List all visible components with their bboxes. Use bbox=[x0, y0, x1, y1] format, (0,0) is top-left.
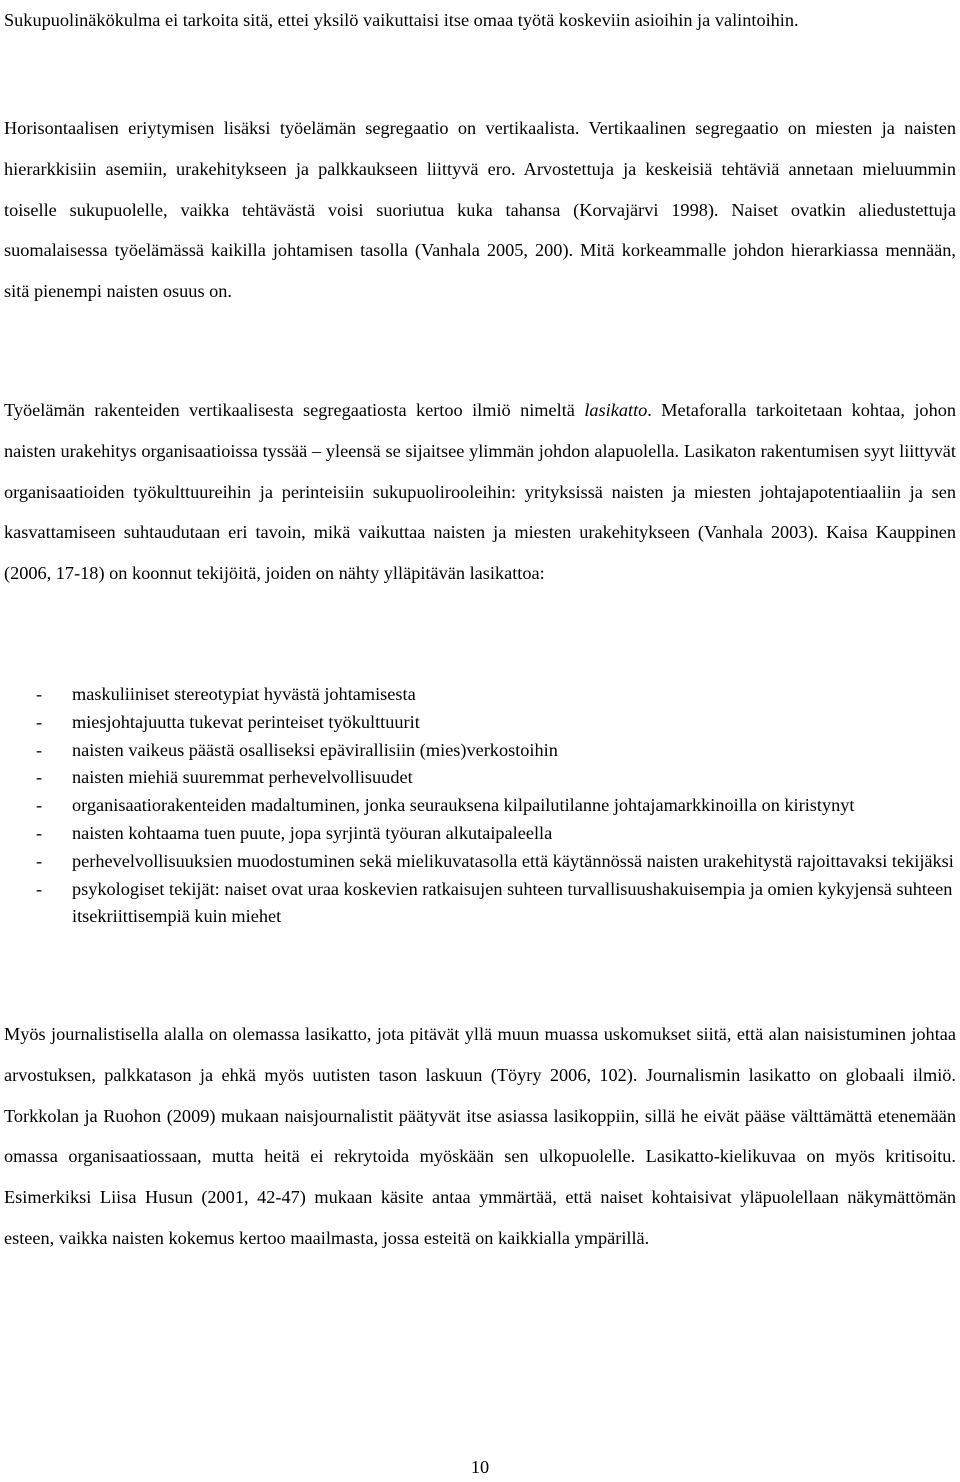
list-item bbox=[4, 848, 956, 876]
list-item-text: naisten miehiä suuremmat perhevelvollisuudet bbox=[72, 767, 413, 788]
list-item bbox=[4, 792, 956, 820]
glass-ceiling-factors-list bbox=[4, 681, 956, 931]
list-dash: - bbox=[36, 795, 43, 816]
list-item-text: naisten vaikeus päästä osalliseksi epävirallisiin (mies)verkostoihin bbox=[72, 739, 558, 760]
list-item bbox=[4, 737, 956, 765]
list-item bbox=[4, 681, 956, 709]
list-dash: - bbox=[36, 767, 43, 788]
list-item bbox=[4, 764, 956, 792]
list-item-text: maskuliiniset stereotypiat hyvästä johtamisesta bbox=[72, 684, 416, 704]
glass-ceiling-term: lasikatto bbox=[584, 400, 648, 420]
list-dash: - bbox=[36, 684, 43, 704]
list-dash: - bbox=[36, 822, 43, 843]
paragraph-journalism-glass-ceiling: Myös journalistisella alalla on olemassa lasikatto, jota pitävät yllä muun muassa uskomukset siitä, että alan naisistuminen johtaa arvostuksen, palkkatason ja ehkä myös uutisten tason laskuun (Töyry 2006, 102). Journalismin lasikatto on globaali ilmiö. Torkkolan ja Ruohon (2009) mukaan naisjournalistit päätyvät itse asiassa lasikoppiin, sillä he eivät pääse välttämättä etenemään omassa organisaatiossaan, mutta heitä ei rekrytoida myöskään sen ulkopuolelle. Lasikatto-kielikuvaa on myös kritisoitu. Esimerkiksi Liisa Husun (2001, 42-47) mukaan käsite antaa ymmärtää, että naiset kohtaisivat yläpuolellaan näkymättömän esteen, vaikka naisten kokemus kertoo maailmasta, jossa esteitä on kaikkialla ympärillä. bbox=[4, 1024, 956, 1248]
list-dash: - bbox=[36, 878, 43, 899]
list-item-text: organisaatiorakenteiden madaltuminen, jonka seurauksena kilpailutilanne johtajamarkkinoilla on kiristynyt bbox=[72, 795, 855, 816]
document-page bbox=[4, 0, 956, 1482]
list-item bbox=[4, 876, 956, 932]
list-item-text: perhevelvollisuuksien muodostuminen sekä mielikuvatasolla että käytännössä naisten urakehitystä rajoittavaksi tekijäksi bbox=[72, 850, 954, 871]
page-number: 10 bbox=[470, 1457, 490, 1477]
glass-ceiling-text-after: . Metaforalla tarkoitetaan kohtaa, johon naisten urakehitys organisaatioissa tyssää – yleensä se sijaitsee ylimmän johdon alapuolella. Lasikaton rakentumisen syyt liittyvät organisaatioiden työkulttuureihin ja perinteisiin sukupuolirooleihin: yrityksissä naisten ja miesten johtajapotentiaaliin ja sen kasvattamiseen suhtaudutaan eri tavoin, mikä vaikuttaa naisten ja miesten urakehitykseen (Vanhala 2003). Kaisa Kauppinen (2006, 17-18) on koonnut tekijöitä, joiden on nähty ylläpitävän lasikattoa: bbox=[4, 400, 956, 584]
paragraph-gender-perspective: Sukupuolinäkökulma ei tarkoita sitä, ettei yksilö vaikuttaisi itse omaa työtä koskeviin asioihin ja valintoihin. bbox=[4, 10, 799, 30]
paragraph-glass-ceiling bbox=[4, 390, 956, 594]
list-dash: - bbox=[36, 850, 43, 871]
list-item-text: psykologiset tekijät: naiset ovat uraa koskevien ratkaisujen suhteen turvallisuushakuisempia ja omien kykyjensä suhteen itsekriittisempiä kuin miehet bbox=[72, 878, 953, 927]
list-dash: - bbox=[36, 711, 43, 732]
paragraph-vertical-segregation: Horisontaalisen eriytymisen lisäksi työelämän segregaatio on vertikaalista. Vertikaalinen segregaatio on miesten ja naisten hierarkkisiin asemiin, urakehitykseen ja palkkaukseen liittyvä ero. Arvostettuja ja keskeisiä tehtäviä annetaan mieluummin toiselle sukupuolelle, vaikka tehtävästä voisi suoriutua kuka tahansa (Korvajärvi 1998). Naiset ovatkin aliedustettuja suomalaisessa työelämässä kaikilla johtamisen tasolla (Vanhala 2005, 200). Mitä korkeammalle johdon hierarkiassa mennään, sitä pienempi naisten osuus on. bbox=[4, 118, 956, 302]
list-item bbox=[4, 820, 956, 848]
list-dash: - bbox=[36, 739, 43, 760]
list-item bbox=[4, 709, 956, 737]
glass-ceiling-text-before: Työelämän rakenteiden vertikaalisesta segregaatiosta kertoo ilmiö nimeltä bbox=[4, 400, 585, 420]
list-item-text: naisten kohtaama tuen puute, jopa syrjintä työuran alkutaipaleella bbox=[72, 822, 553, 843]
list-item-text: miesjohtajuutta tukevat perinteiset työkulttuurit bbox=[72, 711, 420, 732]
